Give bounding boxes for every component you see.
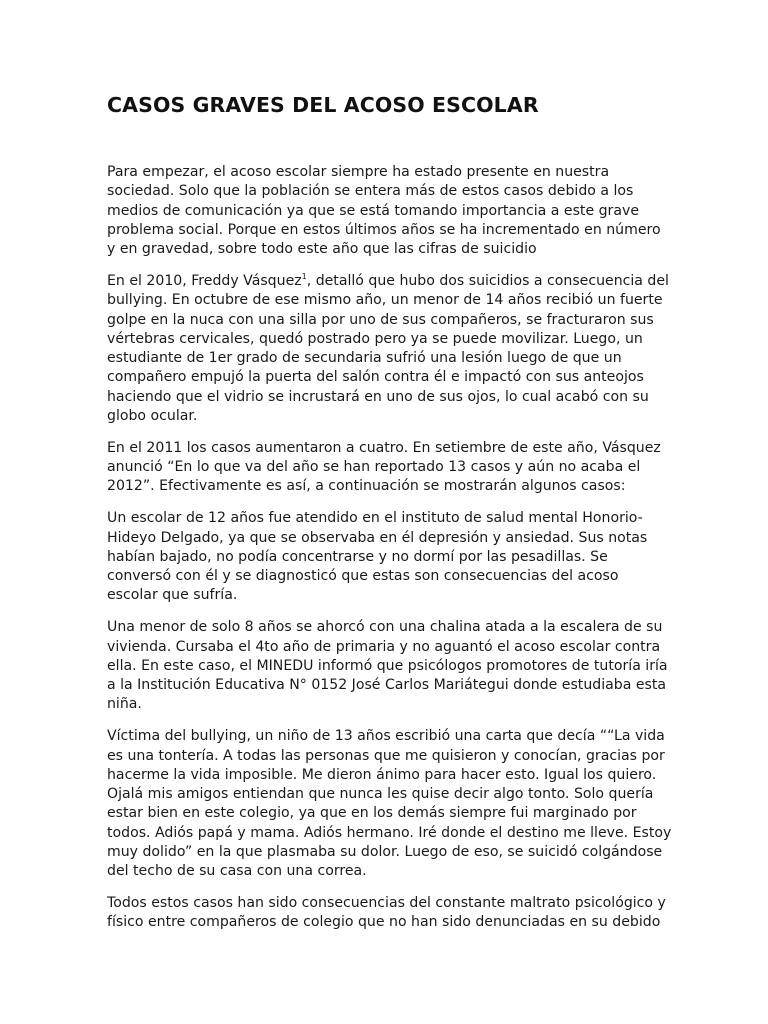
paragraph-case-3: [107, 727, 672, 881]
text-line: habían bajado, no podía concentrarse y no dormí por las pesadillas. Se: [107, 548, 608, 565]
text-line: niña.: [107, 696, 142, 713]
text-line: [107, 272, 667, 291]
text-line: En el 2011 los casos aumentaron a cuatro. En setiembre de este año, Vásquez: [107, 439, 661, 456]
text-line: conversó con él y se diagnosticó que estas son consecuencias del acoso: [107, 568, 619, 585]
text-line: estudiante de 1er grado de secundaria sufrió una lesión luego de que un: [107, 350, 622, 367]
text-line: Hideyo Delgado, ya que se observaba en él depresión y ansiedad. Sus notas: [107, 529, 648, 546]
text-line: problema social. Porque en estos últimos años se ha incrementado en número: [107, 221, 661, 238]
text-line: a la Institución Educativa N° 0152 José Carlos Mariátegui donde estudiaba esta: [107, 677, 666, 694]
document-title: CASOS GRAVES DEL ACOSO ESCOLAR: [107, 93, 539, 117]
text-line: anunció “En lo que va del año se han reportado 13 casos y aún no acaba el: [107, 459, 641, 476]
footnote-marker: 1: [301, 271, 307, 281]
text-fragment: , detalló que hubo dos suicidios a consecuencia del: [306, 272, 669, 289]
text-line: Ojalá mis amigos entiendan que nunca les quise decir algo tonto. Solo quería: [107, 786, 654, 803]
paragraph-2011: [107, 439, 667, 497]
text-line: estar bien en este colegio, ya que en los demás siempre fui marginado por: [107, 805, 637, 822]
text-line: ella. En este caso, el MINEDU informó que psicólogos promotores de tutoría iría: [107, 657, 668, 674]
text-line: vivienda. Cursaba el 4to año de primaria y no aguantó el acoso escolar contra: [107, 638, 661, 655]
text-line: físico entre compañeros de colegio que no han sido denunciadas en su debido: [107, 914, 661, 931]
text-line: bullying. En octubre de ese mismo año, un menor de 14 años recibió un fuerte: [107, 292, 663, 309]
text-line: es una tontería. A todas las personas que me quisieron y conocían, gracias por: [107, 747, 665, 764]
text-line: Para empezar, el acoso escolar siempre ha estado presente en nuestra: [107, 164, 610, 180]
paragraph-case-1: [107, 509, 667, 605]
text-line: globo ocular.: [107, 408, 198, 425]
text-line: sociedad. Solo que la población se entera más de estos casos debido a los: [107, 183, 634, 200]
text-line: y en gravedad, sobre todo este año que las cifras de suicidio: [107, 241, 537, 258]
text-line: vértebras cervicales, quedó postrado pero ya se puede movilizar. Luego, un: [107, 330, 643, 347]
text-line: medios de comunicación ya que se está tomando importancia a este grave: [107, 202, 639, 219]
text-line: haciendo que el vidrio se incrustará en uno de sus ojos, lo cual acabó con su: [107, 388, 649, 405]
text-line: del techo de su casa con una correa.: [107, 863, 367, 880]
paragraph-conclusion: [107, 894, 667, 933]
document-body: [107, 163, 672, 945]
text-line: escolar que sufría.: [107, 587, 238, 604]
text-line: Todos estos casos han sido consecuencias del constante maltrato psicológico y: [107, 895, 666, 912]
text-line: Un escolar de 12 años fue atendido en el instituto de salud mental Honorio-: [107, 510, 643, 527]
paragraph-case-2: [107, 618, 667, 714]
text-line: muy dolido” en la que plasmaba su dolor. Luego de eso, se suicidó colgándose: [107, 844, 663, 860]
text-line: todos. Adiós papá y mama. Adiós hermano. Iré donde el destino me lleve. Estoy: [107, 824, 672, 841]
text-line: compañero empujó la puerta del salón contra él e impactó con sus anteojos: [107, 369, 644, 386]
text-line: golpe en la nuca con una silla por uno de sus compañeros, se fracturaron sus: [107, 311, 654, 328]
text-line: hacerme la vida imposible. Me dieron ánimo para hacer esto. Igual los quiero.: [107, 766, 657, 783]
paragraph-intro: [107, 163, 667, 259]
text-line: 2012”. Efectivamente es así, a continuación se mostrarán algunos casos:: [107, 478, 626, 495]
text-line: Víctima del bullying, un niño de 13 años escribió una carta que decía ““La vida: [107, 728, 665, 745]
paragraph-2010: [107, 272, 667, 426]
text-line: Una menor de solo 8 años se ahorcó con una chalina atada a la escalera de su: [107, 619, 663, 636]
text-fragment: En el 2010, Freddy Vásquez: [107, 272, 302, 289]
